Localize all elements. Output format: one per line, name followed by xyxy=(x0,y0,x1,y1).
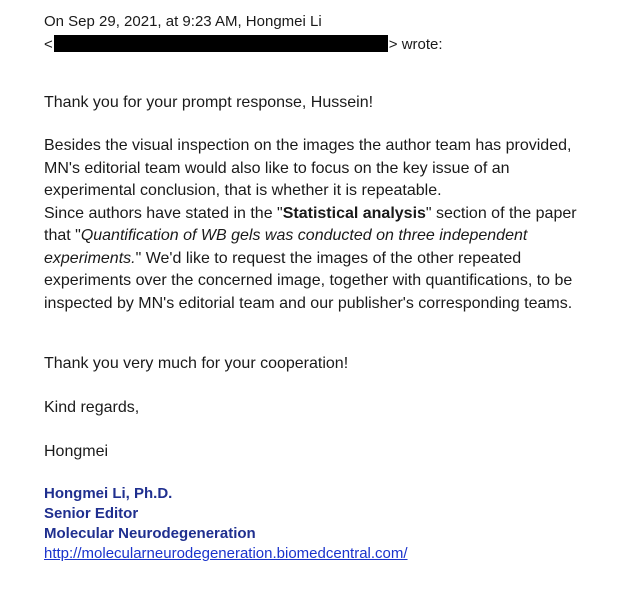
statistical-analysis-bold: Statistical analysis xyxy=(282,204,426,222)
signature-journal: Molecular Neurodegeneration xyxy=(44,525,256,542)
regards-line: Kind regards, xyxy=(44,399,140,416)
para-b-mid: " section of the paper that " xyxy=(44,204,577,244)
para-a-text: Besides the visual inspection on the images the author team has provided, MN's editorial team would also like to focus on the key issue of an experimental conclusion, that is whether it is repeatable. xyxy=(44,137,572,199)
para-b-post: " We'd like to request the images of the other repeated experiments over the concerned image, together with quantifications, to be inspected by MN's editorial team and our publisher's corresponding teams. xyxy=(44,249,573,312)
cooperation-line: Thank you very much for your cooperation! xyxy=(44,355,349,372)
main-paragraph xyxy=(44,135,604,315)
open-angle-bracket: < xyxy=(44,36,53,53)
signature-name: Hongmei Li, Ph.D. xyxy=(44,485,173,502)
para-b-pre: Since authors have stated in the " xyxy=(44,204,283,222)
wrote-label: > wrote: xyxy=(388,36,443,53)
signoff-name: Hongmei xyxy=(44,443,109,460)
email-signature xyxy=(44,484,408,564)
redacted-email-address xyxy=(54,35,388,52)
signature-title: Senior Editor xyxy=(44,505,139,522)
quoted-statement-italic: Quantification of WB gels was conducted on three independent experiments. xyxy=(44,227,528,267)
journal-website-link[interactable]: http://molecularneurodegeneration.biomedcentral.com/ xyxy=(44,545,408,562)
quote-header-date-sender: On Sep 29, 2021, at 9:23 AM, Hongmei Li xyxy=(44,13,322,30)
greeting-paragraph: Thank you for your prompt response, Hussein! xyxy=(44,94,374,111)
quote-header-email-line xyxy=(44,35,443,55)
